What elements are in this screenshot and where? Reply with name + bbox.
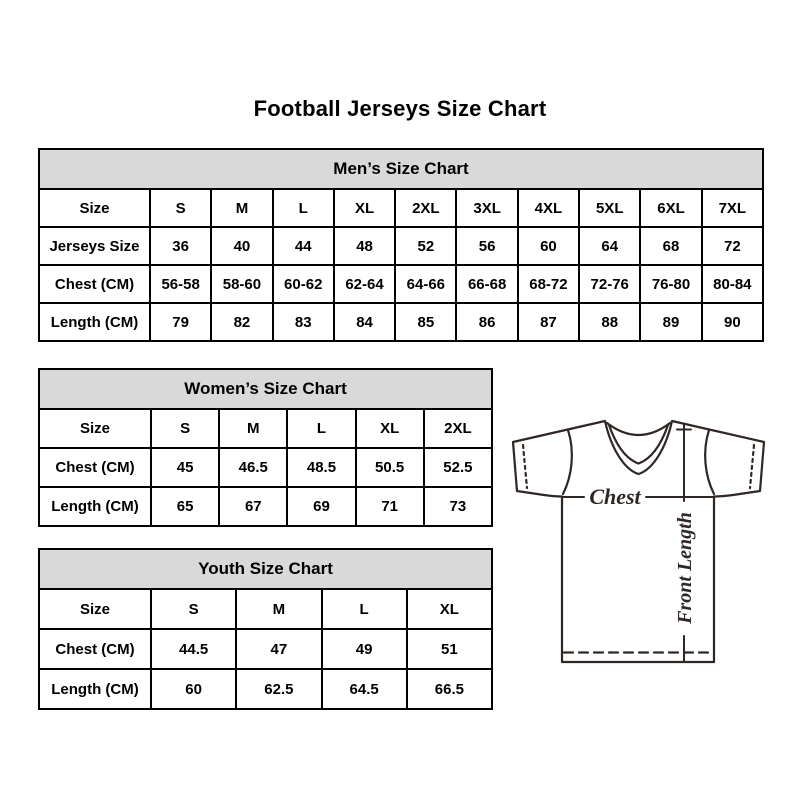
table-cell: 65 [151, 487, 219, 526]
column-header: 2XL [395, 189, 456, 227]
table-cell: 60 [518, 227, 579, 265]
column-header: M [236, 589, 321, 629]
table-cell: 44 [273, 227, 334, 265]
table-cell: 71 [356, 487, 424, 526]
table-cell: 84 [334, 303, 395, 341]
table-cell: 48 [334, 227, 395, 265]
column-header: 2XL [424, 409, 492, 448]
table-cell: 68-72 [518, 265, 579, 303]
jersey-diagram-svg [500, 400, 780, 680]
front-length-label: Front Length [674, 512, 696, 624]
column-header: Size [39, 409, 151, 448]
table-cell: 89 [640, 303, 701, 341]
table-cell: 50.5 [356, 448, 424, 487]
chest-label: Chest [589, 484, 641, 509]
table-cell: 90 [702, 303, 763, 341]
column-header-row [39, 189, 763, 227]
jersey-measurement-diagram [500, 400, 780, 680]
womens-size-table [38, 368, 493, 527]
column-header: L [273, 189, 334, 227]
table-cell: 44.5 [151, 629, 236, 669]
column-header: M [211, 189, 272, 227]
table-cell: 46.5 [219, 448, 287, 487]
table-row [39, 669, 492, 709]
column-header: 4XL [518, 189, 579, 227]
column-header: 7XL [702, 189, 763, 227]
row-label: Length (CM) [39, 669, 151, 709]
table-cell: 64-66 [395, 265, 456, 303]
table-cell: 67 [219, 487, 287, 526]
column-header-row [39, 589, 492, 629]
mens-size-table [38, 148, 764, 342]
column-header: XL [334, 189, 395, 227]
mens-table-title: Men’s Size Chart [39, 149, 763, 189]
table-cell: 56 [456, 227, 517, 265]
column-header: 5XL [579, 189, 640, 227]
row-label: Chest (CM) [39, 265, 150, 303]
table-cell: 82 [211, 303, 272, 341]
column-header: XL [407, 589, 492, 629]
right-cuff-dashed-line [750, 445, 754, 488]
table-cell: 72-76 [579, 265, 640, 303]
table-cell: 49 [322, 629, 407, 669]
column-header: L [287, 409, 355, 448]
table-cell: 66-68 [456, 265, 517, 303]
table-row [39, 303, 763, 341]
table-cell: 73 [424, 487, 492, 526]
table-cell: 80-84 [702, 265, 763, 303]
column-header: M [219, 409, 287, 448]
table-cell: 76-80 [640, 265, 701, 303]
table-cell: 36 [150, 227, 211, 265]
table-cell: 66.5 [407, 669, 492, 709]
row-label: Jerseys Size [39, 227, 150, 265]
column-header: XL [356, 409, 424, 448]
table-cell: 52.5 [424, 448, 492, 487]
table-cell: 56-58 [150, 265, 211, 303]
table-cell: 85 [395, 303, 456, 341]
table-cell: 88 [579, 303, 640, 341]
column-header: 6XL [640, 189, 701, 227]
table-cell: 79 [150, 303, 211, 341]
collar-inner-arc [607, 423, 670, 435]
table-cell: 58-60 [211, 265, 272, 303]
left-cuff-dashed-line [523, 445, 527, 488]
table-cell: 64.5 [322, 669, 407, 709]
womens-table-title: Women’s Size Chart [39, 369, 492, 409]
table-row [39, 487, 492, 526]
table-cell: 83 [273, 303, 334, 341]
column-header: Size [39, 589, 151, 629]
table-cell: 40 [211, 227, 272, 265]
table-cell: 62.5 [236, 669, 321, 709]
table-cell: 86 [456, 303, 517, 341]
table-title-row [39, 549, 492, 589]
row-label: Chest (CM) [39, 629, 151, 669]
column-header: S [151, 409, 219, 448]
table-row [39, 448, 492, 487]
table-cell: 60-62 [273, 265, 334, 303]
table-cell: 64 [579, 227, 640, 265]
table-title-row [39, 369, 492, 409]
table-cell: 68 [640, 227, 701, 265]
table-row [39, 265, 763, 303]
column-header: 3XL [456, 189, 517, 227]
right-shoulder-seam [705, 430, 714, 494]
table-row [39, 227, 763, 265]
youth-size-table [38, 548, 493, 710]
table-row [39, 629, 492, 669]
jersey-outline [513, 421, 764, 662]
row-label: Length (CM) [39, 303, 150, 341]
column-header: L [322, 589, 407, 629]
table-cell: 48.5 [287, 448, 355, 487]
column-header: Size [39, 189, 150, 227]
table-cell: 47 [236, 629, 321, 669]
table-cell: 52 [395, 227, 456, 265]
page-title: Football Jerseys Size Chart [253, 96, 547, 121]
youth-table-title: Youth Size Chart [39, 549, 492, 589]
row-label: Length (CM) [39, 487, 151, 526]
table-cell: 87 [518, 303, 579, 341]
column-header: S [150, 189, 211, 227]
column-header: S [151, 589, 236, 629]
left-shoulder-seam [563, 430, 572, 494]
table-title-row [39, 149, 763, 189]
table-cell: 45 [151, 448, 219, 487]
table-cell: 62-64 [334, 265, 395, 303]
row-label: Chest (CM) [39, 448, 151, 487]
column-header-row [39, 409, 492, 448]
table-cell: 72 [702, 227, 763, 265]
table-cell: 60 [151, 669, 236, 709]
table-cell: 51 [407, 629, 492, 669]
table-cell: 69 [287, 487, 355, 526]
